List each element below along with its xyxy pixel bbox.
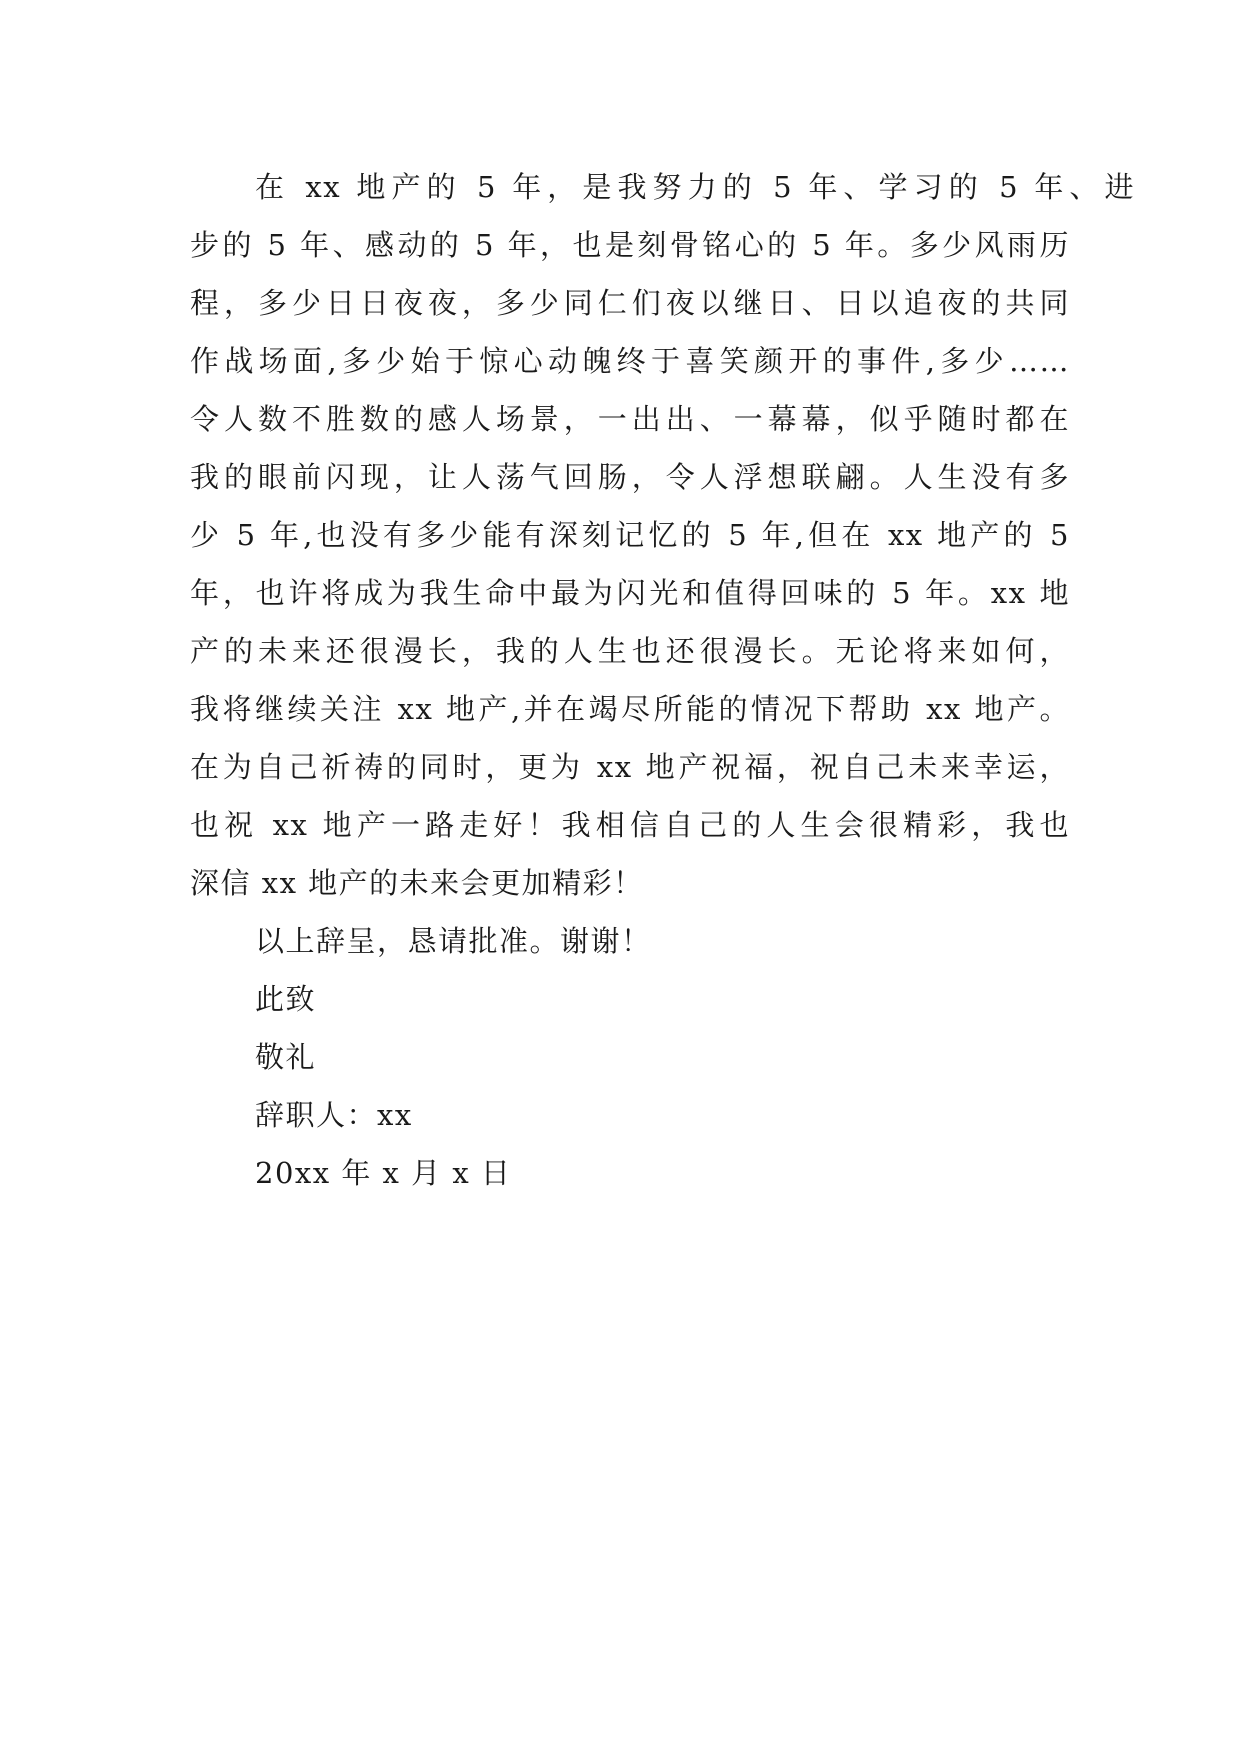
- letter-body: [190, 158, 1135, 1202]
- paragraph-line-3: 程，多少日日夜夜，多少同仁们夜以继日、日以追夜的共同: [190, 286, 1070, 320]
- paragraph-line-12: 也祝 xx 地产一路走好！我相信自己的人生会很精彩，我也: [190, 808, 1070, 842]
- date-line: 20xx 年 x 月 x 日: [255, 1156, 512, 1190]
- signature-line: 辞职人：xx: [255, 1098, 413, 1132]
- paragraph-line-1: 在 xx 地产的 5 年，是我努力的 5 年、学习的 5 年、进: [255, 170, 1135, 204]
- paragraph-line-2: 步的 5 年、感动的 5 年，也是刻骨铭心的 5 年。多少风雨历: [190, 228, 1070, 262]
- paragraph-line-9: 产的未来还很漫长，我的人生也还很漫长。无论将来如何，: [190, 634, 1070, 668]
- closing-salutation-2: 敬礼: [255, 1040, 317, 1074]
- paragraph-line-4: 作战场面,多少始于惊心动魄终于喜笑颜开的事件,多少……: [190, 344, 1070, 378]
- closing-salutation-1: 此致: [255, 982, 317, 1016]
- paragraph-line-7: 少 5 年,也没有多少能有深刻记忆的 5 年,但在 xx 地产的 5: [190, 518, 1070, 552]
- paragraph-line-5: 令人数不胜数的感人场景，一出出、一幕幕，似乎随时都在: [190, 402, 1070, 436]
- paragraph-line-11: 在为自己祈祷的同时，更为 xx 地产祝福，祝自己未来幸运，: [190, 750, 1070, 784]
- paragraph-line-8: 年，也许将成为我生命中最为闪光和值得回味的 5 年。xx 地: [190, 576, 1070, 610]
- paragraph-line-13: 深信 xx 地产的未来会更加精彩！: [190, 866, 644, 900]
- paragraph-line-10: 我将继续关注 xx 地产,并在竭尽所能的情况下帮助 xx 地产。: [190, 692, 1070, 726]
- paragraph-line-6: 我的眼前闪现，让人荡气回肠，令人浮想联翩。人生没有多: [190, 460, 1070, 494]
- closing-request: 以上辞呈，恳请批准。谢谢！: [255, 924, 652, 958]
